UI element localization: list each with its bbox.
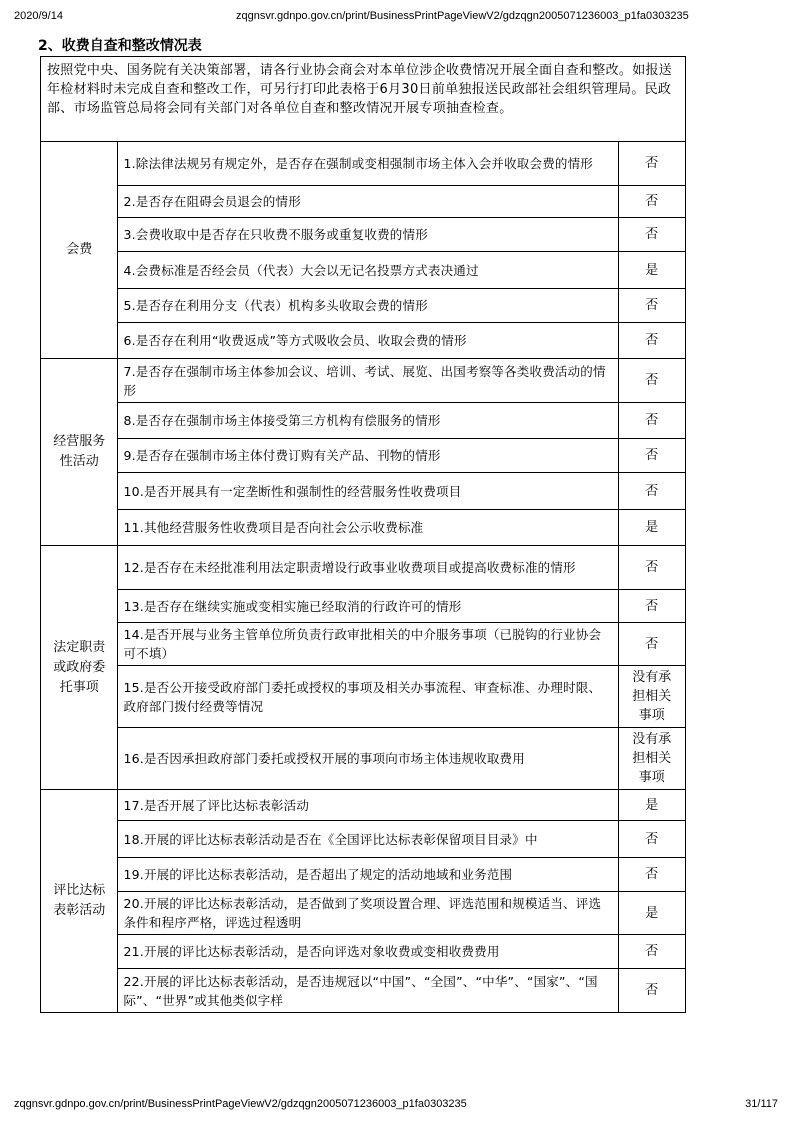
question-text: 5.是否存在利用分支（代表）机构多头收取会费的情形 (118, 289, 618, 323)
answer-value: 否 (645, 373, 659, 388)
table-row (41, 546, 686, 590)
question-text: 2.是否存在阻碍会员退会的情形 (118, 186, 618, 218)
question-text: 4.会费标准是否经会员（代表）大会以无记名投票方式表决通过 (118, 252, 618, 289)
answer-cell (618, 403, 685, 439)
page-number: 31/117 (745, 1098, 778, 1110)
category-label: 评比达标 表彰活动 (53, 883, 106, 918)
question-text: 1.除法律法规另有规定外，是否存在强制或变相强制市场主体入会并收取会费的情形 (118, 142, 618, 186)
answer-cell (618, 546, 685, 590)
question-text: 22.开展的评比达标表彰活动，是否违规冠以“中国”、“全国”、“中华”、“国家”、“国际”、“世界”或其他类似字样 (118, 969, 618, 1013)
answer-cell (618, 510, 685, 546)
answer-cell (618, 790, 685, 821)
answer-value: 否 (645, 156, 659, 171)
answer-cell (618, 252, 685, 289)
category-label: 会费 (66, 242, 93, 257)
answer-value: 否 (645, 944, 659, 959)
answer-value: 否 (645, 298, 659, 313)
answer-cell (618, 892, 685, 935)
print-footer (14, 1098, 786, 1114)
category-cell (41, 359, 118, 546)
question-text: 8.是否存在强制市场主体接受第三方机构有偿服务的情形 (118, 403, 618, 439)
answer-value: 否 (645, 598, 659, 614)
table-row (41, 142, 686, 186)
question-text: 13.是否存在继续实施或变相实施已经取消的行政许可的情形 (118, 590, 618, 623)
question-text: 17.是否开展了评比达标表彰活动 (118, 790, 618, 821)
table-row (41, 935, 686, 969)
question-text: 14.是否开展与业务主管单位所负责行政审批相关的中介服务事项（已脱钩的行业协会可不填） (118, 623, 618, 666)
question-text: 20.开展的评比达标表彰活动，是否做到了奖项设置合理、评选范围和规模适当、评选条件和程序严格，评选过程透明 (118, 892, 618, 935)
answer-value: 否 (645, 333, 659, 348)
question-text: 7.是否存在强制市场主体参加会议、培训、考试、展览、出国考察等各类收费活动的情形 (118, 359, 618, 403)
table-row (41, 510, 686, 546)
table-row (41, 892, 686, 935)
answer-value: 是 (645, 905, 659, 921)
table-row (41, 186, 686, 218)
answer-cell (618, 439, 685, 473)
print-date: 2020/9/14 (14, 10, 63, 22)
answer-value: 否 (645, 483, 659, 499)
table-row (41, 252, 686, 289)
print-url: zqgnsvr.gdnpo.gov.cn/print/BusinessPrintPageViewV2/gdzqgn2005071236003_p1fa0303235 (236, 10, 689, 22)
answer-value: 是 (645, 797, 659, 813)
question-text: 18.开展的评比达标表彰活动是否在《全国评比达标表彰保留项目目录》中 (118, 821, 618, 858)
answer-value: 否 (645, 867, 659, 882)
table-row (41, 323, 686, 359)
footer-url: zqgnsvr.gdnpo.gov.cn/print/BusinessPrintPageViewV2/gdzqgn2005071236003_p1fa0303235 (14, 1098, 467, 1110)
answer-value: 没有承 担相关 事项 (632, 732, 672, 785)
table-row (41, 359, 686, 403)
answer-cell (618, 821, 685, 858)
question-text: 3.会费收取中是否存在只收费不服务或重复收费的情形 (118, 218, 618, 252)
answer-cell (618, 186, 685, 218)
answer-cell (618, 590, 685, 623)
table-row (41, 821, 686, 858)
answer-cell (618, 858, 685, 892)
question-text: 19.开展的评比达标表彰活动，是否超出了规定的活动地域和业务范围 (118, 858, 618, 892)
category-cell (41, 546, 118, 790)
answer-value: 没有承 担相关 事项 (632, 670, 672, 723)
answer-cell (618, 289, 685, 323)
question-text: 9.是否存在强制市场主体付费订购有关产品、刊物的情形 (118, 439, 618, 473)
table-row (41, 790, 686, 821)
table-row (41, 439, 686, 473)
category-label: 经营服务 性活动 (53, 434, 106, 469)
table-row (41, 289, 686, 323)
table-row (41, 728, 686, 790)
category-label: 法定职责 或政府委 托事项 (53, 639, 106, 695)
answer-value: 否 (645, 194, 659, 209)
answer-value: 否 (645, 831, 659, 847)
answer-cell (618, 728, 685, 790)
answer-value: 是 (645, 262, 659, 278)
answer-cell (618, 969, 685, 1013)
section-title: 2、收费自查和整改情况表 (38, 38, 202, 54)
answer-cell (618, 218, 685, 252)
question-text: 16.是否因承担政府部门委托或授权开展的事项向市场主体违规收取费用 (118, 728, 618, 790)
table-row (41, 473, 686, 510)
answer-value: 否 (645, 636, 659, 652)
question-text: 15.是否公开接受政府部门委托或授权的事项及相关办事流程、审查标准、办理时限、政府部门拨付经费等情况 (118, 666, 618, 728)
answer-cell (618, 473, 685, 510)
question-text: 11.其他经营服务性收费项目是否向社会公示收费标准 (118, 510, 618, 546)
table-row (41, 969, 686, 1013)
answer-cell (618, 359, 685, 403)
intro-text: 按照党中央、国务院有关决策部署，请各行业协会商会对本单位涉企收费情况开展全面自查和整改。如报送年检材料时未完成自查和整改工作，可另行打印此表格于6月30日前单独报送民政部社会组织管理局。民政部、市场监管总局将会同有关部门对各单位自查和整改情况开展专项抽查检查。 (40, 56, 686, 145)
table-row (41, 403, 686, 439)
answer-value: 否 (645, 560, 659, 575)
answer-cell (618, 142, 685, 186)
answer-value: 否 (645, 448, 659, 463)
table-row (41, 858, 686, 892)
table-row (41, 623, 686, 666)
answer-value: 否 (645, 983, 659, 998)
table-row (41, 218, 686, 252)
print-header (14, 10, 786, 26)
answer-cell (618, 323, 685, 359)
category-cell (41, 790, 118, 1013)
self-check-table (40, 141, 686, 1013)
question-text: 21.开展的评比达标表彰活动，是否向评选对象收费或变相收费费用 (118, 935, 618, 969)
table-row (41, 590, 686, 623)
question-text: 10.是否开展具有一定垄断性和强制性的经营服务性收费项目 (118, 473, 618, 510)
answer-cell (618, 935, 685, 969)
question-text: 6.是否存在利用“收费返成”等方式吸收会员、收取会费的情形 (118, 323, 618, 359)
category-cell (41, 142, 118, 359)
table-row (41, 666, 686, 728)
question-text: 12.是否存在未经批准利用法定职责增设行政事业收费项目或提高收费标准的情形 (118, 546, 618, 590)
answer-value: 否 (645, 413, 659, 428)
answer-cell (618, 666, 685, 728)
answer-value: 是 (645, 520, 659, 535)
answer-value: 否 (645, 227, 659, 242)
answer-cell (618, 623, 685, 666)
